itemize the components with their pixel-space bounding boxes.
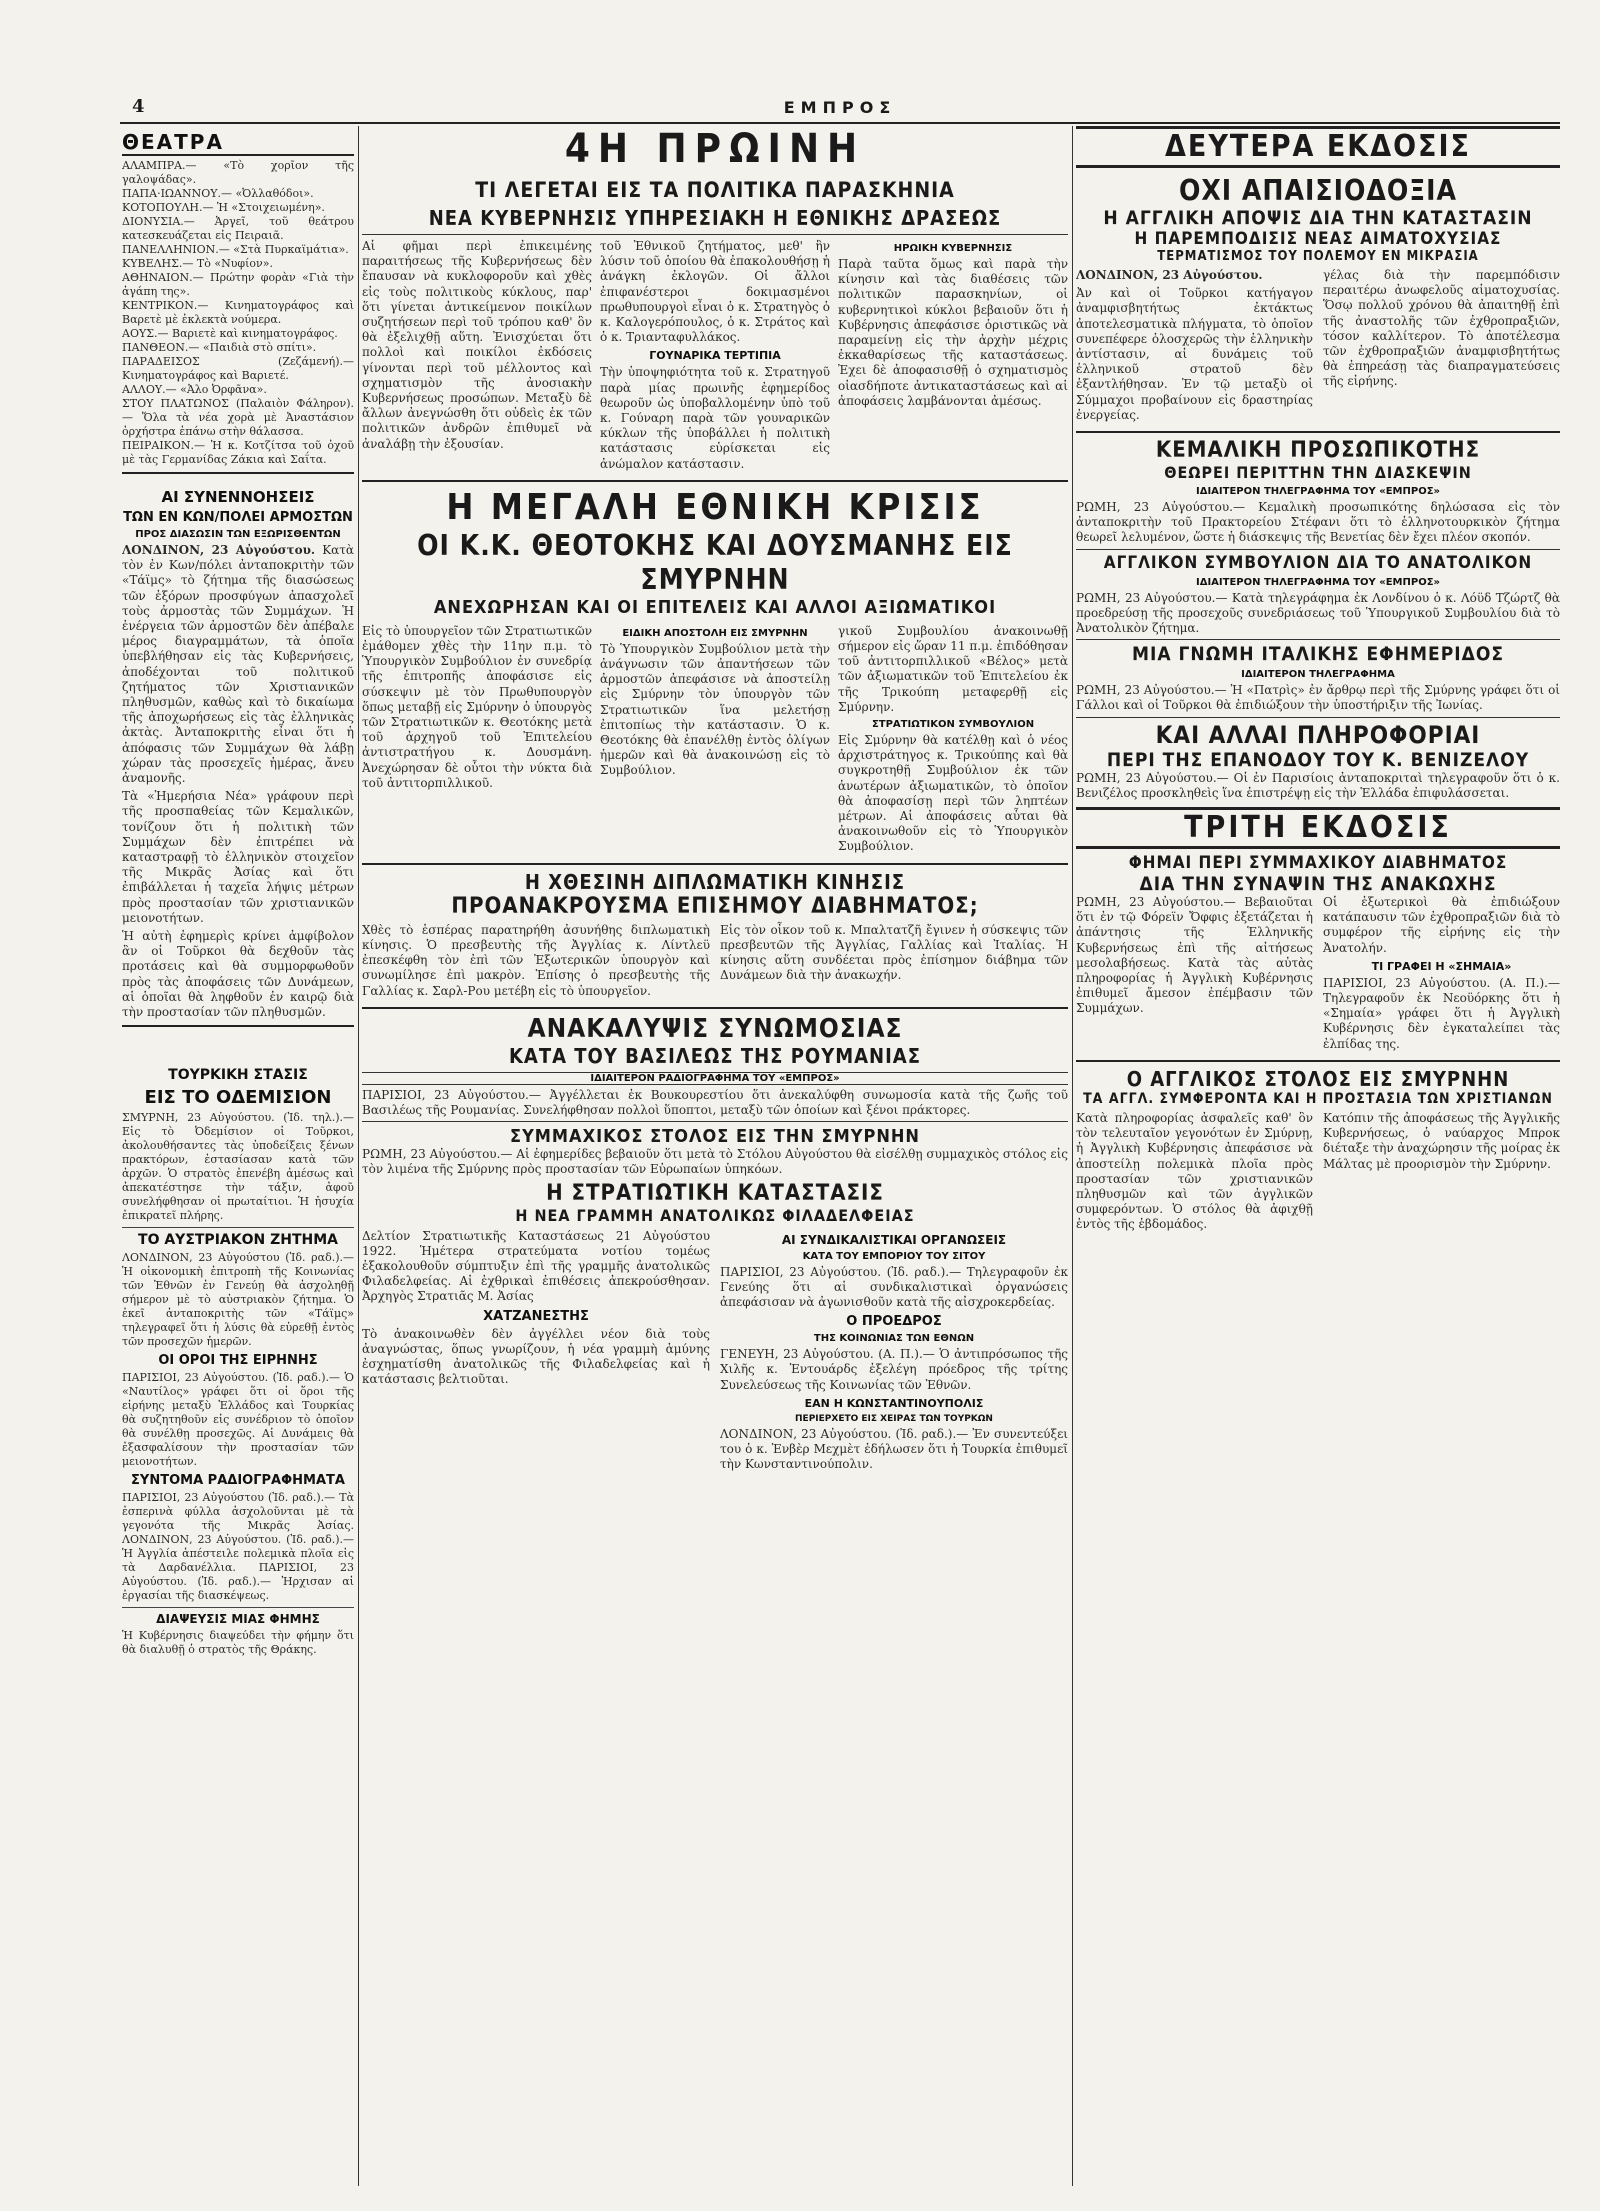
main-headline: ΤΙ ΛΕΓΕΤΑΙ ΕΙΣ ΤΑ ΠΟΛΙΤΙΚΑ ΠΑΡΑΣΚΗΝΙΑ — [475, 178, 955, 202]
military-headline: Η ΣΤΡΑΤΙΩΤΙΚΗ ΚΑΤΑΣΤΑΣΙΣ — [546, 1180, 884, 1206]
right-column — [1076, 126, 1560, 2186]
article-body: ΣΜΥΡΝΗ, 23 Αὐγούστου. (Ἰδ. τηλ.).— Εἰς τὸ Ὀδεμίσιον οἱ Τοῦρκοι, ἀκολουθήσαντες τὰς ὑποδείξεις ξένων πρακτόρων, ἐστασίασαν κατὰ τῶν ἀρχῶν. Ὁ στρατὸς ἐπενέβη ἀμέσως καὶ ἀπεκατέστησε τὴν τάξιν, ἀφοῦ συνελήφθησαν οἱ πρωταίτιοι. Ἡ ἡσυχία ἐπικρατεῖ πλήρης. — [122, 1111, 354, 1223]
article-headline: ΕΑΝ Η ΚΩΝΣΤΑΝΤΙΝΟΥΠΟΛΙΣ — [804, 1396, 984, 1410]
column-rule — [358, 126, 359, 2186]
article-subheadline: ΓΟΥΝΑΡΙΚΑ ΤΕΡΤΙΠΙΑ — [649, 349, 781, 363]
masthead — [120, 96, 1560, 124]
article-body: Ἀν καὶ οἱ Τοῦρκοι κατήγαγον ἀναμφισβητήτως ἐκτάκτως ἀποτελεσματικὰ πλήγματα, τὸ ὁποῖον συνεπέφερε ὁλοσχερῶς τὴν ἑλληνικὴν ἀντίστασιν, αἱ δυνάμεις τοῦ ἑλληνικοῦ στρατοῦ δὲν ἐξαντλήθησαν. Ἐν τῷ μεταξὺ οἱ Σύμμαχοι προβαίνουν εἰς δραστηρίας ἐνεργείας. — [1076, 286, 1313, 422]
dispatch-tag: ΙΔΙΑΙΤΕΡΟΝ ΤΗΛΕΓΡΑΦΗΜΑ ΤΟΥ «ΕΜΠΡΟΣ» — [1196, 576, 1440, 588]
article-body: Παρὰ ταῦτα ὅμως καὶ παρὰ τὴν κίνησιν καὶ τὰς διαθέσεις τῶν πολιτικῶν παρασκηνίων, οἱ κυβερνητικοὶ κύκλοι βεβαιοῦν ὅτι ἡ Κυβέρνησις ἀπεφάσισε ὁριστικῶς νὰ παραμείνῃ εἰς τὴν ἀρχὴν μέχρις ἐκκαθαρίσεως τῆς καταστάσεως. Ἐχει δὲ ἀποφασισθῇ ὁ σχηματισμὸς οἱασδήποτε ἀντικαταστάσεως καὶ αἱ ἀποφάσεις λαμβάνονται ἀμέσως. — [838, 257, 1068, 408]
crisis-subheadline: ΟΙ Κ.Κ. ΘΕΟΤΟΚΗΣ ΚΑΙ ΔΟΥΣΜΑΝΗΣ ΕΙΣ ΣΜΥΡΝΗΝ — [417, 528, 1013, 596]
theatre-listing: ΑΘΗΝΑΙΟΝ.— Πρώτην φορὰν «Γιὰ τὴν ἀγάπη της». — [122, 271, 354, 298]
crisis-headline: Η ΜΕΓΑΛΗ ΕΘΝΙΚΗ ΚΡΙΣΙΣ — [446, 486, 984, 528]
article-body: Εἰς Σμύρνην θὰ κατέλθῃ καὶ ὁ νέος ἀρχιστράτηγος κ. Τρικούπης καὶ θὰ συγκροτηθῇ Συμβούλιον ἐκ τῶν ἀνωτέρων ἀξιωματικῶν, τὸ ὁποῖον θὰ ἀποφασίσῃ περὶ τῶν ληπτέων μέτρων. Αἱ ἀποφάσεις αὗται θὰ ἀνακοινωθοῦν εἰς τὸ Ὑπουργικὸν Συμβούλιον. — [838, 733, 1068, 854]
article-headline: ΑΙ ΣΥΝΕΝΝΟΗΣΕΙΣ — [161, 488, 315, 506]
article-subheadline: ΤΗΣ ΚΟΙΝΩΝΙΑΣ ΤΩΝ ΕΘΝΩΝ — [813, 1333, 975, 1345]
fleet-headline: ΣΥΜΜΑΧΙΚΟΣ ΣΤΟΛΟΣ ΕΙΣ ΤΗΝ ΣΜΥΡΝΗΝ — [362, 1121, 1068, 1147]
divider — [1076, 1060, 1560, 1062]
fleet-subheadline: ΤΑ ΑΓΓΛ. ΣΥΜΦΕΡΟΝΤΑ ΚΑΙ Η ΠΡΟΣΤΑΣΙΑ ΤΩΝ ΧΡΙΣΤΙΑΝΩΝ — [1083, 1090, 1553, 1107]
theatre-listing: ΠΑΡΑΔΕΙΣΟΣ (Ζεζάμενή).— Κινηματογράφος καὶ Βαριετέ. — [122, 355, 354, 382]
article-subheadline: ΤΩΝ ΕΝ ΚΩΝ/ΠΟΛΕΙ ΑΡΜΟΣΤΩΝ — [123, 510, 353, 525]
article-headline: ΤΟΥΡΚΙΚΗ ΣΤΑΣΙΣ — [168, 1067, 308, 1084]
theatre-listing: ΑΛΛΟΥ.— «Ἀλο Ὀρφᾶνα». — [122, 383, 267, 396]
alliance-subheadline: ΔΙΑ ΤΗΝ ΣΥΝΑΨΙΝ ΤΗΣ ΑΝΑΚΩΧΗΣ — [1139, 873, 1497, 896]
theatre-listing: ΚΟΤΟΠΟΥΛΗ.— Ἡ «Στοιχειωμένη». — [122, 201, 325, 214]
theatre-listing: ΚΕΝΤΡΙΚΟΝ.— Κινηματογράφος καὶ Βαρετὲ μὲ ἐκλεκτὰ νούμερα. — [122, 299, 354, 326]
main-headline: ΟΧΙ ΑΠΑΙΣΙΟΔΟΞΙΑ — [1178, 174, 1458, 207]
main-subheadline: Η ΑΓΓΛΙΚΗ ΑΠΟΨΙΣ ΔΙΑ ΤΗΝ ΚΑΤΑΣΤΑΣΙΝ — [1103, 207, 1533, 229]
theatre-listing: ΑΛΑΜΠΡΑ.— «Τὸ χορῖον τῆς γαλοψάδας». — [122, 159, 354, 186]
article-subheadline: ΣΤΡΑΤΙΩΤΙΚΟΝ ΣΥΜΒΟΥΛΙΟΝ — [871, 719, 1035, 731]
fleet-headline: Ο ΑΓΓΛΙΚΟΣ ΣΤΟΛΟΣ ΕΙΣ ΣΜΥΡΝΗΝ — [1126, 1066, 1510, 1091]
article-body: Τὸ Ὑπουργικὸν Συμβούλιον μετὰ τὴν ἀνάγνωσιν τῶν ἀπαντήσεων τῶν ἀρμοστῶν ἀπεφάσισε νὰ ἀποστείλῃ εἰς Σμύρνην τὸν ὑπουργὸν τῶν Στρατιωτικῶν ἵνα μελετήσῃ ἐπιτοπίως τὴν κατάστασιν. Ὁ κ. Θεοτόκης θὰ ἐπανέλθῃ ἐντὸς ὀλίγων ἡμερῶν καὶ θὰ ἀνακοινώσῃ εἰς τὸ Συμβούλιον. — [600, 641, 830, 778]
divider — [122, 472, 354, 474]
article-body: Τὸ ἀνακοινωθὲν δὲν ἀγγέλλει νέον διὰ τοὺς ἀναγνώστας, ὅπως γνωρίζουν, ἡ νέα γραμμὴ ἀμύνης ἐσχηματίσθη ἀνατολικῶς τῆς Φιλαδελφείας καὶ ἡ κατάστασις βελτιοῦται. — [362, 1326, 710, 1387]
article-body: ΛΟΝΔΙΝΟΝ, 23 Αὐγούστου (Ἰδ. ραδ.).— Ἡ οἰκονομικὴ ἐπιτροπὴ τῆς Κοινωνίας τῶν Ἐθνῶν ἐν Γενεύῃ θὰ ἀσχοληθῇ σήμερον μὲ τὸ αὐστριακὸν ζήτημα. Ὁ ἐκεῖ ἀνταποκριτὴς τῶν «Τάϊμς» τηλεγραφεῖ ὅτι ἡ λύσις θὰ εὑρεθῇ ἐντὸς τῶν προσεχῶν ἡμερῶν. — [122, 1251, 354, 1349]
kemal-headline: ΚΕΜΑΛΙΚΗ ΠΡΟΣΩΠΙΚΟΤΗΣ — [1155, 438, 1481, 464]
theatre-listing: ΠΑΝΕΛΛΗΝΙΟΝ.— «Στὰ Πυρκαϊμάτια». — [122, 243, 349, 256]
theatre-listing: ΠΑΠΑ·ΙΩΑΝΝΟΥ.— «Ὀλλαθόδοι». — [122, 187, 314, 200]
article-body: τοῦ Ἐθνικοῦ ζητήματος, μεθ' ἣν λύσιν τοῦ ὁποίου θὰ ἐπακολουθήσῃ ἡ ἀνάγκη ἐκλογῶν. Οἱ ἄλλοι ἐπιφανέστεροι δοκιμασμένοι πρωθυπουργοὶ εἶναι ὁ κ. Στρατηγὸς ὁ κ. Καλογερόπουλος, ὁ κ. Στράτος καὶ ὁ κ. Τριανταφυλλάκος. — [600, 239, 830, 345]
theatre-listing: ΣΤΟΥ ΠΛΑΤΩΝΟΣ (Παλαιὸν Φάληρον).— Ὅλα τὰ νέα χορὰ μὲ Ἀναστάσιον ὀρχήστρα ἐπάνω στὴν θάλασσα. — [122, 397, 354, 438]
article-headline: ΟΙ ΟΡΟΙ ΤΗΣ ΕΙΡΗΝΗΣ — [158, 1353, 318, 1369]
article-body: Εἰς τὸ ὑπουργεῖον τῶν Στρατιωτικῶν ἐμάθομεν χθὲς τὴν 11ην π.μ. τὸ Ὑπουργικὸν Συμβούλιον ἐν συνεδρίᾳ τῆς ἐπιτροπῆς ἀποφάσισε εἰς σύσκεψιν μὲ τὸν Πρωθυπουργὸν ὅπως μεταβῇ εἰς Σμύρνην ὁ ὑπουργὸς τῶν Στρατιωτικῶν κ. Θεοτόκης μετὰ τοῦ ἀρχηγοῦ τοῦ Ἐπιτελείου ἀντιστρατήγου κ. Δουσμάνη. Ἀνεχώρησαν δὲ οὗτοι τὴν νύκτα διὰ τοῦ ἀντιτορπιλλικοῦ. — [362, 623, 592, 790]
article-headline: ΔΙΑΨΕΥΣΙΣ ΜΙΑΣ ΦΗΜΗΣ — [156, 1612, 320, 1627]
article-body: Κατὰ τὸν ἐν Κων/πόλει ἀνταποκριτὴν τῶν «Τάϊμς» τὸ ζήτημα τῆς διασώσεως τῶν ἐξόρων προσφύγων ἀπασχολεῖ τοὺς ἀρμοστὰς τῶν Συμμάχων. Ἡ ἐνέργεια τῶν ἀρμοστῶν δὲν ἀπέβαλε μέρος διαγραμμάτων, τὰ ὁποῖα ὑπεβλήθησαν εἰς τὰς Κυβερνήσεις, ἀποδέχονται τοῦ πολιτικοῦ ζητήματος τῶν Χριστιανικῶν πληθυσμῶν, καθὼς καὶ τὸ δικαίωμα τῆς ἀποχωρήσεως εἰς τὰς ἐλληνικὰς ἀκτὰς. Ἀνταποκριτὴς εἶναι ὅτι ἡ ἀπόφασις τῶν Συμμάχων θὰ λάβῃ χώραν τὰς προσεχεῖς ἡμέρας, ἄνευ ἀναμονῆς. — [122, 543, 354, 786]
diplomacy-headline: Η ΧΘΕΣΙΝΗ ΔΙΠΛΩΜΑΤΙΚΗ ΚΙΝΗΣΙΣ — [524, 869, 906, 894]
page-number: 4 — [132, 96, 145, 117]
dispatch-tag: ΙΔΙΑΙΤΕΡΟΝ ΡΑΔΙΟΓΡΑΦΗΜΑ ΤΟΥ «ΕΜΠΡΟΣ» — [362, 1072, 1068, 1085]
theatre-listing: ΚΥΒΕΛΗΣ.— Τὸ «Νυφίον». — [122, 257, 273, 270]
article-body: ΡΩΜΗ, 23 Αὐγούστου.— Αἱ ἐφημερίδες βεβαιοῦν ὅτι μετὰ τὸ Στόλου Αὐγούστου θὰ εἰσέλθῃ συμμαχικὸς στόλος εἰς τὸν λιμένα τῆς Σμύρνης πρὸς προστασίαν τῶν Εὐρωπαίων ὑπηκόων. — [362, 1147, 1068, 1177]
conspiracy-subheadline: ΚΑΤΑ ΤΟΥ ΒΑΣΙΛΕΩΣ ΤΗΣ ΡΟΥΜΑΝΙΑΣ — [508, 1043, 922, 1068]
main-subheadline: ΤΕΡΜΑΤΙΣΜΟΣ ΤΟΥ ΠΟΛΕΜΟΥ ΕΝ ΜΙΚΡΑΣΙΑ — [1157, 249, 1479, 264]
dateline: ΛΟΝΔΙΝΟΝ, 23 Αὐγούστου. — [1076, 268, 1263, 282]
article-body: Αἱ φῆμαι περὶ ἐπικειμένης παραιτήσεως τῆς Κυβερνήσεως δὲν ἔπαυσαν νὰ κυκλοφοροῦν καὶ χθὲς εἰς τοὺς πολιτικοὺς κύκλους, παρ' ὅτι γίνεται ἀντικείμενον ποικίλων συζητήσεων περὶ τοῦ τρόπου καθ' ὃν θὰ ἐξελιχθῇ αὕτη. Ἐνισχύεται ὅτι πολλοὶ καὶ ποικίλοι ἐκδόσεις γίνονται περὶ τοῦ μέλλοντος καὶ σχηματισμὸν τῆς ἀνοσιακὴν Κυβερνήσεως προσώπων. Μεταξὺ δὲ ἄλλων ἀνεγνώσθη ὅτι οὐδεὶς ἐκ τῶν πολιτικῶν ἀνδρῶν ἐπιθυμεῖ νὰ ἀναλάβῃ τὴν ἐξουσίαν. — [362, 239, 592, 451]
article-body: ΡΩΜΗ, 23 Αὐγούστου.— Κατὰ τηλεγράφημα ἐκ Λονδίνου ὁ κ. Λόϋδ Τζώρτζ θὰ προεδρεύσῃ τῆς προσεχοῦς συνεδριάσεως τοῦ Ὑπουργικοῦ Συμβουλίου διὰ τὸ Ἀνατολικὸν ζήτημα. — [1076, 590, 1560, 636]
italian-paper-headline: ΜΙΑ ΓΝΩΜΗ ΙΤΑΛΙΚΗΣ ΕΦΗΜΕΡΙΔΟΣ — [1076, 639, 1560, 665]
article-body: ΡΩΜΗ, 23 Αὐγούστου.— Ἡ «Πατρὶς» ἐν ἄρθρῳ περὶ τῆς Σμύρνης γράφει ὅτι οἱ Γάλλοι καὶ οἱ Τοῦρκοι θὰ ἐπιδιώξουν τὴν ὑποστήριξιν τῆς Ἰωνίας. — [1076, 683, 1560, 713]
divider — [362, 863, 1068, 865]
center-column — [362, 126, 1068, 2186]
article-headline: ΑΙ ΣΥΝΔΙΚΑΛΙΣΤΙΚΑΙ ΟΡΓΑΝΩΣΕΙΣ — [781, 1232, 1007, 1247]
article-body: ΠΑΡΙΣΙΟΙ, 23 Αὐγούστου.— Ἀγγέλλεται ἐκ Βουκουρεστίου ὅτι ἀνεκαλύφθη συνωμοσία κατὰ τῆς ζωῆς τοῦ Βασιλέως τῆς Ρουμανίας. Συνελήφθησαν πολλοὶ ὕποπτοι, μεταξὺ τῶν ὁποίων καὶ ξένοι πράκτορες. — [362, 1087, 1068, 1117]
article-subheadline: ΠΡΟΣ ΔΙΑΣΩΣΙΝ ΤΩΝ ΕΞΩΡΙΣΘΕΝΤΩΝ — [135, 529, 341, 540]
dispatch-tag: ΙΔΙΑΙΤΕΡΟΝ ΤΗΛΕΓΡΑΦΗΜΑ — [1241, 669, 1395, 681]
column-rule — [1072, 126, 1073, 2186]
venizelos-headline: ΚΑΙ ΑΛΛΑΙ ΠΛΗΡΟΦΟΡΙΑΙ — [1076, 717, 1560, 749]
kemal-subheadline: ΘΕΩΡΕΙ ΠΕΡΙΤΤΗΝ ΤΗΝ ΔΙΑΣΚΕΨΙΝ — [1164, 463, 1472, 483]
theatre-listing: ΑΟΥΣ.— Βαριετὲ καὶ κινηματογράφος. — [122, 327, 338, 340]
venizelos-subheadline: ΠΕΡΙ ΤΗΣ ΕΠΑΝΟΔΟΥ ΤΟΥ Κ. ΒΕΝΙΖΕΛΟΥ — [1106, 748, 1530, 771]
crisis-subheadline: ΑΝΕΧΩΡΗΣΑΝ ΚΑΙ ΟΙ ΕΠΙΤΕΛΕΙΣ ΚΑΙ ΑΛΛΟΙ ΑΞΙΩΜΑΤΙΚΟΙ — [433, 596, 997, 618]
main-subheadline: ΝΕΑ ΚΥΒΕΡΝΗΣΙΣ ΥΠΗΡΕΣΙΑΚΗ Η ΕΘΝΙΚΗΣ ΔΡΑΣΕΩΣ — [362, 206, 1068, 235]
third-edition-kicker: ΤΡΙΤΗ ΕΚΔΟΣΙΣ — [1076, 807, 1560, 849]
article-subheadline: ΕΙΔΙΚΗ ΑΠΟΣΤΟΛΗ ΕΙΣ ΣΜΥΡΝΗΝ — [622, 627, 808, 639]
theatre-listing: ΠΑΝΘΕΟΝ.— «Παιδιὰ στὸ σπίτι». — [122, 341, 317, 354]
theatra-heading: ΘΕΑΤΡΑ — [122, 130, 354, 156]
article-body: Χθὲς τὸ ἑσπέρας παρατηρήθη ἀσυνήθης διπλωματικὴ κίνησις. Ὁ πρεσβευτὴς τῆς Ἀγγλίας κ. Λίντλεϋ ἐπεσκέφθη τὸν ἐπὶ τῶν Ἐξωτερικῶν ὑπουργὸν καὶ συνωμίλησε ἐπὶ μακρὸν. Ἐπίσης ὁ πρεσβευτὴς τῆς Γαλλίας κ. Σαρλ-Ρου μετέβη εἰς τὸ ὑπουργεῖον. — [362, 922, 710, 998]
article-body: γέλας διὰ τὴν παρεμπόδισιν περαιτέρω ἀνωφελοῦς αἱματοχυσίας. Ὅσῳ πολλοῦ χρόνου θὰ ἀπαιτηθῇ ἐπὶ τῆς ἀναστολῆς τῶν ἐχθροπραξιῶν, τόσον καλλίτερον. Τὸ ἀποτέλεσμα τῶν ἐχθροπραξιῶν ἀναμφισβητήτως θὰ ἐπηρεάσῃ τὰς διαπραγματεύσεις τῆς εἰρήνης. — [1323, 268, 1560, 389]
article-body: Ἡ Κυβέρνησις διαψεύδει τὴν φήμην ὅτι θὰ διαλυθῇ ὁ στρατὸς τῆς Θράκης. — [122, 1629, 354, 1657]
article-subheadline: ΠΕΡΙΕΡΧΕΤΟ ΕΙΣ ΧΕΙΡΑΣ ΤΩΝ ΤΟΥΡΚΩΝ — [795, 1413, 993, 1424]
divider — [122, 1607, 354, 1608]
article-body: Τὰ «Ἡμερήσια Νέα» γράφουν περὶ τῆς προσπαθείας τῶν Κεμαλικῶν, τονίζουν ὅτι ἡ πολιτικὴ τῶν Συμμάχων δὲν ἐπιτρέπει νὰ καταστραφῇ τὸ ἑλληνικὸν στοιχεῖον τῆς Μικρᾶς Ἀσίας καὶ ὅτι ἐπιβάλλεται ἡ ταχεῖα λήψις μέτρων πρὸς προστασίαν τῶν χριστιανικῶν μειονοτήτων. — [122, 789, 354, 925]
article-body: Εἰς τὸν οἶκον τοῦ κ. Μπαλτατζῆ ἔγινεν ἡ σύσκεψις τῶν πρεσβευτῶν τῆς Ἀγγλίας, Γαλλίας καὶ Ἰταλίας. Ἡ κίνησις αὕτη συνδέεται πρὸς ἐπίσημον διάβημα τῶν Δυνάμεων διὰ τὴν ἀνακωχήν. — [720, 922, 1068, 983]
article-subheadline: ΗΡΩΙΚΗ ΚΥΒΕΡΝΗΣΙΣ — [893, 243, 1013, 254]
article-body: ΠΑΡΙΣΙΟΙ, 23 Αὐγούστου (Ἰδ. ραδ.).— Τὰ ἐσπερινὰ φύλλα ἀσχολοῦνται μὲ τὰ γεγονότα τῆς Μικρᾶς Ἀσίας. ΛΟΝΔΙΝΟΝ, 23 Αὐγούστου. (Ἰδ. ραδ.).— Ἡ Ἀγγλία ἀπέστειλε πολεμικὰ πλοῖα εἰς τὰ Δαρδανέλλια. ΠΑΡΙΣΙΟΙ, 23 Αὐγούστου. (Ἰδ. ραδ.).— Ἠρχισαν αἱ ἐργασίαι τῆς διασκέψεως. — [122, 1491, 354, 1603]
signature: ΧΑΤΖΑΝΕΣΤΗΣ — [483, 1308, 589, 1324]
article-body: ΠΑΡΙΣΙΟΙ, 23 Αὐγούστου. (Ἰδ. ραδ.).— Ὁ «Ναυτίλος» γράφει ὅτι οἱ ὅροι τῆς εἰρήνης μεταξὺ Ἑλλάδος καὶ Τουρκίας θὰ συζητηθοῦν εἰς συνέδριον τὸ ὁποῖον θὰ συνέλθῃ προσεχῶς. Αἱ Δυνάμεις θὰ ἐξασφαλίσουν τὴν προστασίαν τῶν μειονοτήτων. — [122, 1371, 354, 1469]
divider — [122, 1227, 354, 1228]
article-body: ΠΑΡΙΣΙΟΙ, 23 Αὐγούστου. (Ἰδ. ραδ.).— Τηλεγραφοῦν ἐκ Γενεύης ὅτι αἱ συνδικαλιστικαὶ ὀργανώσεις ἀπεφάσισαν νὰ ἀγωνισθοῦν κατὰ τῆς αἰσχροκερδείας. — [720, 1264, 1068, 1309]
article-subheadline: ΕΙΣ ΤΟ ΟΔΕΜΙΣΙΟΝ — [144, 1087, 332, 1109]
divider — [362, 1007, 1068, 1009]
alliance-headline: ΦΗΜΑΙ ΠΕΡΙ ΣΥΜΜΑΧΙΚΟΥ ΔΙΑΒΗΜΑΤΟΣ — [1128, 853, 1508, 874]
article-body: Κατόπιν τῆς ἀποφάσεως τῆς Ἀγγλικῆς Κυβερνήσεως, ὁ ναύαρχος Μπροκ διέταξε τὴν ἀναχώρησιν τῆς μοίρας ἐκ Μάλτας μὲ προορισμὸν τὴν Σμύρνην. — [1323, 1110, 1560, 1171]
article-body: γικοῦ Συμβουλίου ἀνακοινωθῇ σήμερον εἰς ὥραν 11 π.μ. ἐπιδόθησαν τοῦ ἀντιτορπιλλικοῦ «Βέλος» μετὰ τῶν ἀξιωματικῶν τοῦ Ἐπιτελείου ἐκ τῆς Τρικούπη μεταφερθῇ εἰς Σμύρνην. — [838, 623, 1068, 714]
article-body: ΡΩΜΗ, 23 Αὐγούστου.— Βεβαιοῦται ὅτι ἐν τῷ Φόρεϊν Ὄφφις ἐξετάζεται ἡ ἀπάντησις τῆς Ἑλληνικῆς Κυβερνήσεως ἐπὶ τῆς αἰτήσεως μεσολαβήσεως. Κατὰ τὰς αὐτὰς πληροφορίας ἡ Ἀγγλικὴ Κυβέρνησις ἐπιθυμεῖ ἄμεσον ἐπέμβασιν τῶν Συμμάχων. — [1076, 895, 1313, 1016]
article-body: ΛΟΝΔΙΝΟΝ, 23 Αὐγούστου. (Ἰδ. ραδ.).— Ἐν συνεντεύξει του ὁ κ. Ἐνβὲρ Μεχμὲτ ἐδήλωσεν ὅτι ἡ Τουρκία ἐπιθυμεῖ τὴν Κωνσταντινούπολιν. — [720, 1426, 1068, 1472]
council-headline: ΑΓΓΛΙΚΟΝ ΣΥΜΒΟΥΛΙΟΝ ΔΙΑ ΤΟ ΑΝΑΤΟΛΙΚΟΝ — [1076, 549, 1560, 573]
article-headline: ΤΟ ΑΥΣΤΡΙΑΚΟΝ ΖΗΤΗΜΑ — [138, 1232, 338, 1249]
newspaper-name: ΕΜΠΡΟΣ — [783, 98, 897, 117]
theatre-listing: ΔΙΟΝΥΣΙΑ.— Ἀργεῖ, τοῦ θεάτρου κατεσκευάζεται εἰς Πειραιᾶ. — [122, 215, 354, 242]
left-column — [122, 126, 354, 2186]
theatre-listing: ΠΕΙΡΑΙΚΟΝ.— Ἡ κ. Κοτζίτσα τοῦ ὀχοῦ μὲ τὰς Γερμανίδας Ζάκια καὶ Σαΐτα. — [122, 439, 354, 466]
article-body: ΡΩΜΗ, 23 Αὐγούστου.— Κεμαλικὴ προσωπικότης δηλώσασα εἰς τὸν ἀνταποκριτὴν τοῦ Πρακτορείου Στέφανι ὅτι τὸ ἑλληνοτουρκικὸν ζήτημα θεωρεῖ λελυμένον, ὥστε ἡ διάσκεψις τῆς Βενετίας δὲν ἔχει πλέον σκοπόν. — [1076, 500, 1560, 545]
edition-kicker: 4Η ΠΡΩΙΝΗ — [564, 126, 866, 172]
article-body: ΠΑΡΙΣΙΟΙ, 23 Αὐγούστου. (Α. Π.).— Τηλεγραφοῦν ἐκ Νεοϋόρκης ὅτι ἡ «Σημαία» γράφει ὅτι ἡ Ἀγγλικὴ Κυβέρνησις δὲν ἐγκαταλείπει τὰς ἐλπίδας της. — [1323, 975, 1560, 1051]
article-subheadline: ΚΑΤΑ ΤΟΥ ΕΜΠΟΡΙΟΥ ΤΟΥ ΣΙΤΟΥ — [802, 1250, 986, 1262]
main-subheadline: Η ΠΑΡΕΜΠΟΔΙΣΙΣ ΝΕΑΣ ΑΙΜΑΤΟΧΥΣΙΑΣ — [1134, 229, 1502, 249]
article-headline: Ο ΠΡΟΕΔΡΟΣ — [846, 1314, 942, 1330]
article-body: Οἱ ἐξωτερικοὶ θὰ ἐπιδιώξουν κατάπαυσιν τῶν ἐχθροπραξιῶν διὰ τὸ συμφέρον τῆς εἰρήνης εἰς τὴν Ἀνατολήν. — [1323, 895, 1560, 955]
article-body: ΡΩΜΗ, 23 Αὐγούστου.— Οἱ ἐν Παρισίοις ἀνταποκριταὶ τηλεγραφοῦν ὅτι ὁ κ. Βενιζέλος προσκληθεὶς ἵνα ἐπιστρέψῃ εἰς τὴν Ἑλλάδα ἐπιφυλάσσεται. — [1076, 770, 1560, 800]
edition-kicker: ΔΕΥΤΕΡΑ ΕΚΔΟΣΙΣ — [1076, 126, 1560, 168]
dateline: ΛΟΝΔΙΝΟΝ, 23 Αὐγούστου. — [122, 543, 316, 557]
article-body: Δελτίον Στρατιωτικῆς Καταστάσεως 21 Αὐγούστου 1922. Ἡμέτερα στρατεύματα νοτίου τομέως ἐξακολουθοῦν σύμπτυξιν ἐπὶ τῆς γραμμῆς ἀνατολικῶς Φιλαδελφείας. Αἱ ἐχθρικαὶ ἐπιθέσεις ἀπεκρούσθησαν. Ἀρχηγὸς Στρατιᾶς Μ. Ἀσίας — [362, 1228, 710, 1304]
military-subheadline: Η ΝΕΑ ΓΡΑΜΜΗ ΑΝΑΤΟΛΙΚΩΣ ΦΙΛΑΔΕΛΦΕΙΑΣ — [515, 1205, 915, 1225]
dispatch-tag: ΙΔΙΑΙΤΕΡΟΝ ΤΗΛΕΓΡΑΦΗΜΑ ΤΟΥ «ΕΜΠΡΟΣ» — [1196, 486, 1440, 498]
article-body: Ἡ αὐτὴ ἐφημερὶς κρίνει ἀμφίβολον ἂν οἱ Τοῦρκοι θὰ δεχθοῦν τὰς προτάσεις καὶ θὰ συμμορφωθοῦν πρὸς τὰς ἀποφάσεις τῶν Δυνάμεων, αἱ ὁποῖαι θὰ ληφθοῦν ἐν καιρῷ διὰ τὴν προστασίαν τῶν πληθυσμῶν. — [122, 929, 354, 1020]
article-body: ΓΕΝΕΥΗ, 23 Αὐγούστου. (Α. Π.).— Ὁ ἀντιπρόσωπος τῆς Χιλῆς κ. Ἐντουάρδς ἐξελέγη πρόεδρος τῆς τρίτης Συνελεύσεως τῆς Κοινωνίας τῶν Ἐθνῶν. — [720, 1347, 1068, 1392]
diplomacy-subheadline: ΠΡΟΑΝΑΚΡΟΥΣΜΑ ΕΠΙΣΗΜΟΥ ΔΙΑΒΗΜΑΤΟΣ; — [451, 893, 979, 919]
article-body: Κατὰ πληροφορίας ἀσφαλεῖς καθ' ὃν τὸν τελευταῖον γεγονότων ἐν Σμύρνῃ, ἡ Ἀγγλικὴ Κυβέρνησις ἀπεφάσισε νὰ ἀποστείλῃ πολεμικὰ πλοῖα πρὸς προστασίαν τῶν χριστιανικῶν πληθυσμῶν καὶ τῶν ἀγγλικῶν συμφερόντων. Ὁ στόλος θὰ ἀφιχθῇ ἐντὸς τῆς ἑβδομάδος. — [1076, 1110, 1313, 1232]
divider — [1076, 431, 1560, 433]
article-body: Τὴν ὑποψηφιότητα τοῦ κ. Στρατηγοῦ παρὰ μίας πρωινῆς ἐφημερίδος θεωροῦν ὡς ὑποβαλλομένην ὑπὸ τοῦ κ. Γούναρη παρὰ τῶν γουναρικῶν κύκλων τῆς ὑποβάλλει ἡ πολιτικὴ κατάστασις εὑρίσκεται εἰς ἀνώμαλον κατάστασιν. — [600, 365, 830, 471]
divider — [362, 480, 1068, 482]
conspiracy-headline: ΑΝΑΚΑΛΥΨΙΣ ΣΥΝΩΜΟΣΙΑΣ — [527, 1013, 903, 1044]
article-headline: ΣΥΝΤΟΜΑ ΡΑΔΙΟΓΡΑΦΗΜΑΤΑ — [131, 1473, 345, 1489]
theatre-listings — [122, 159, 354, 467]
article-subheadline: ΤΙ ΓΡΑΦΕΙ Η «ΣΗΜΑΙΑ» — [1371, 959, 1512, 973]
divider — [122, 1025, 354, 1027]
